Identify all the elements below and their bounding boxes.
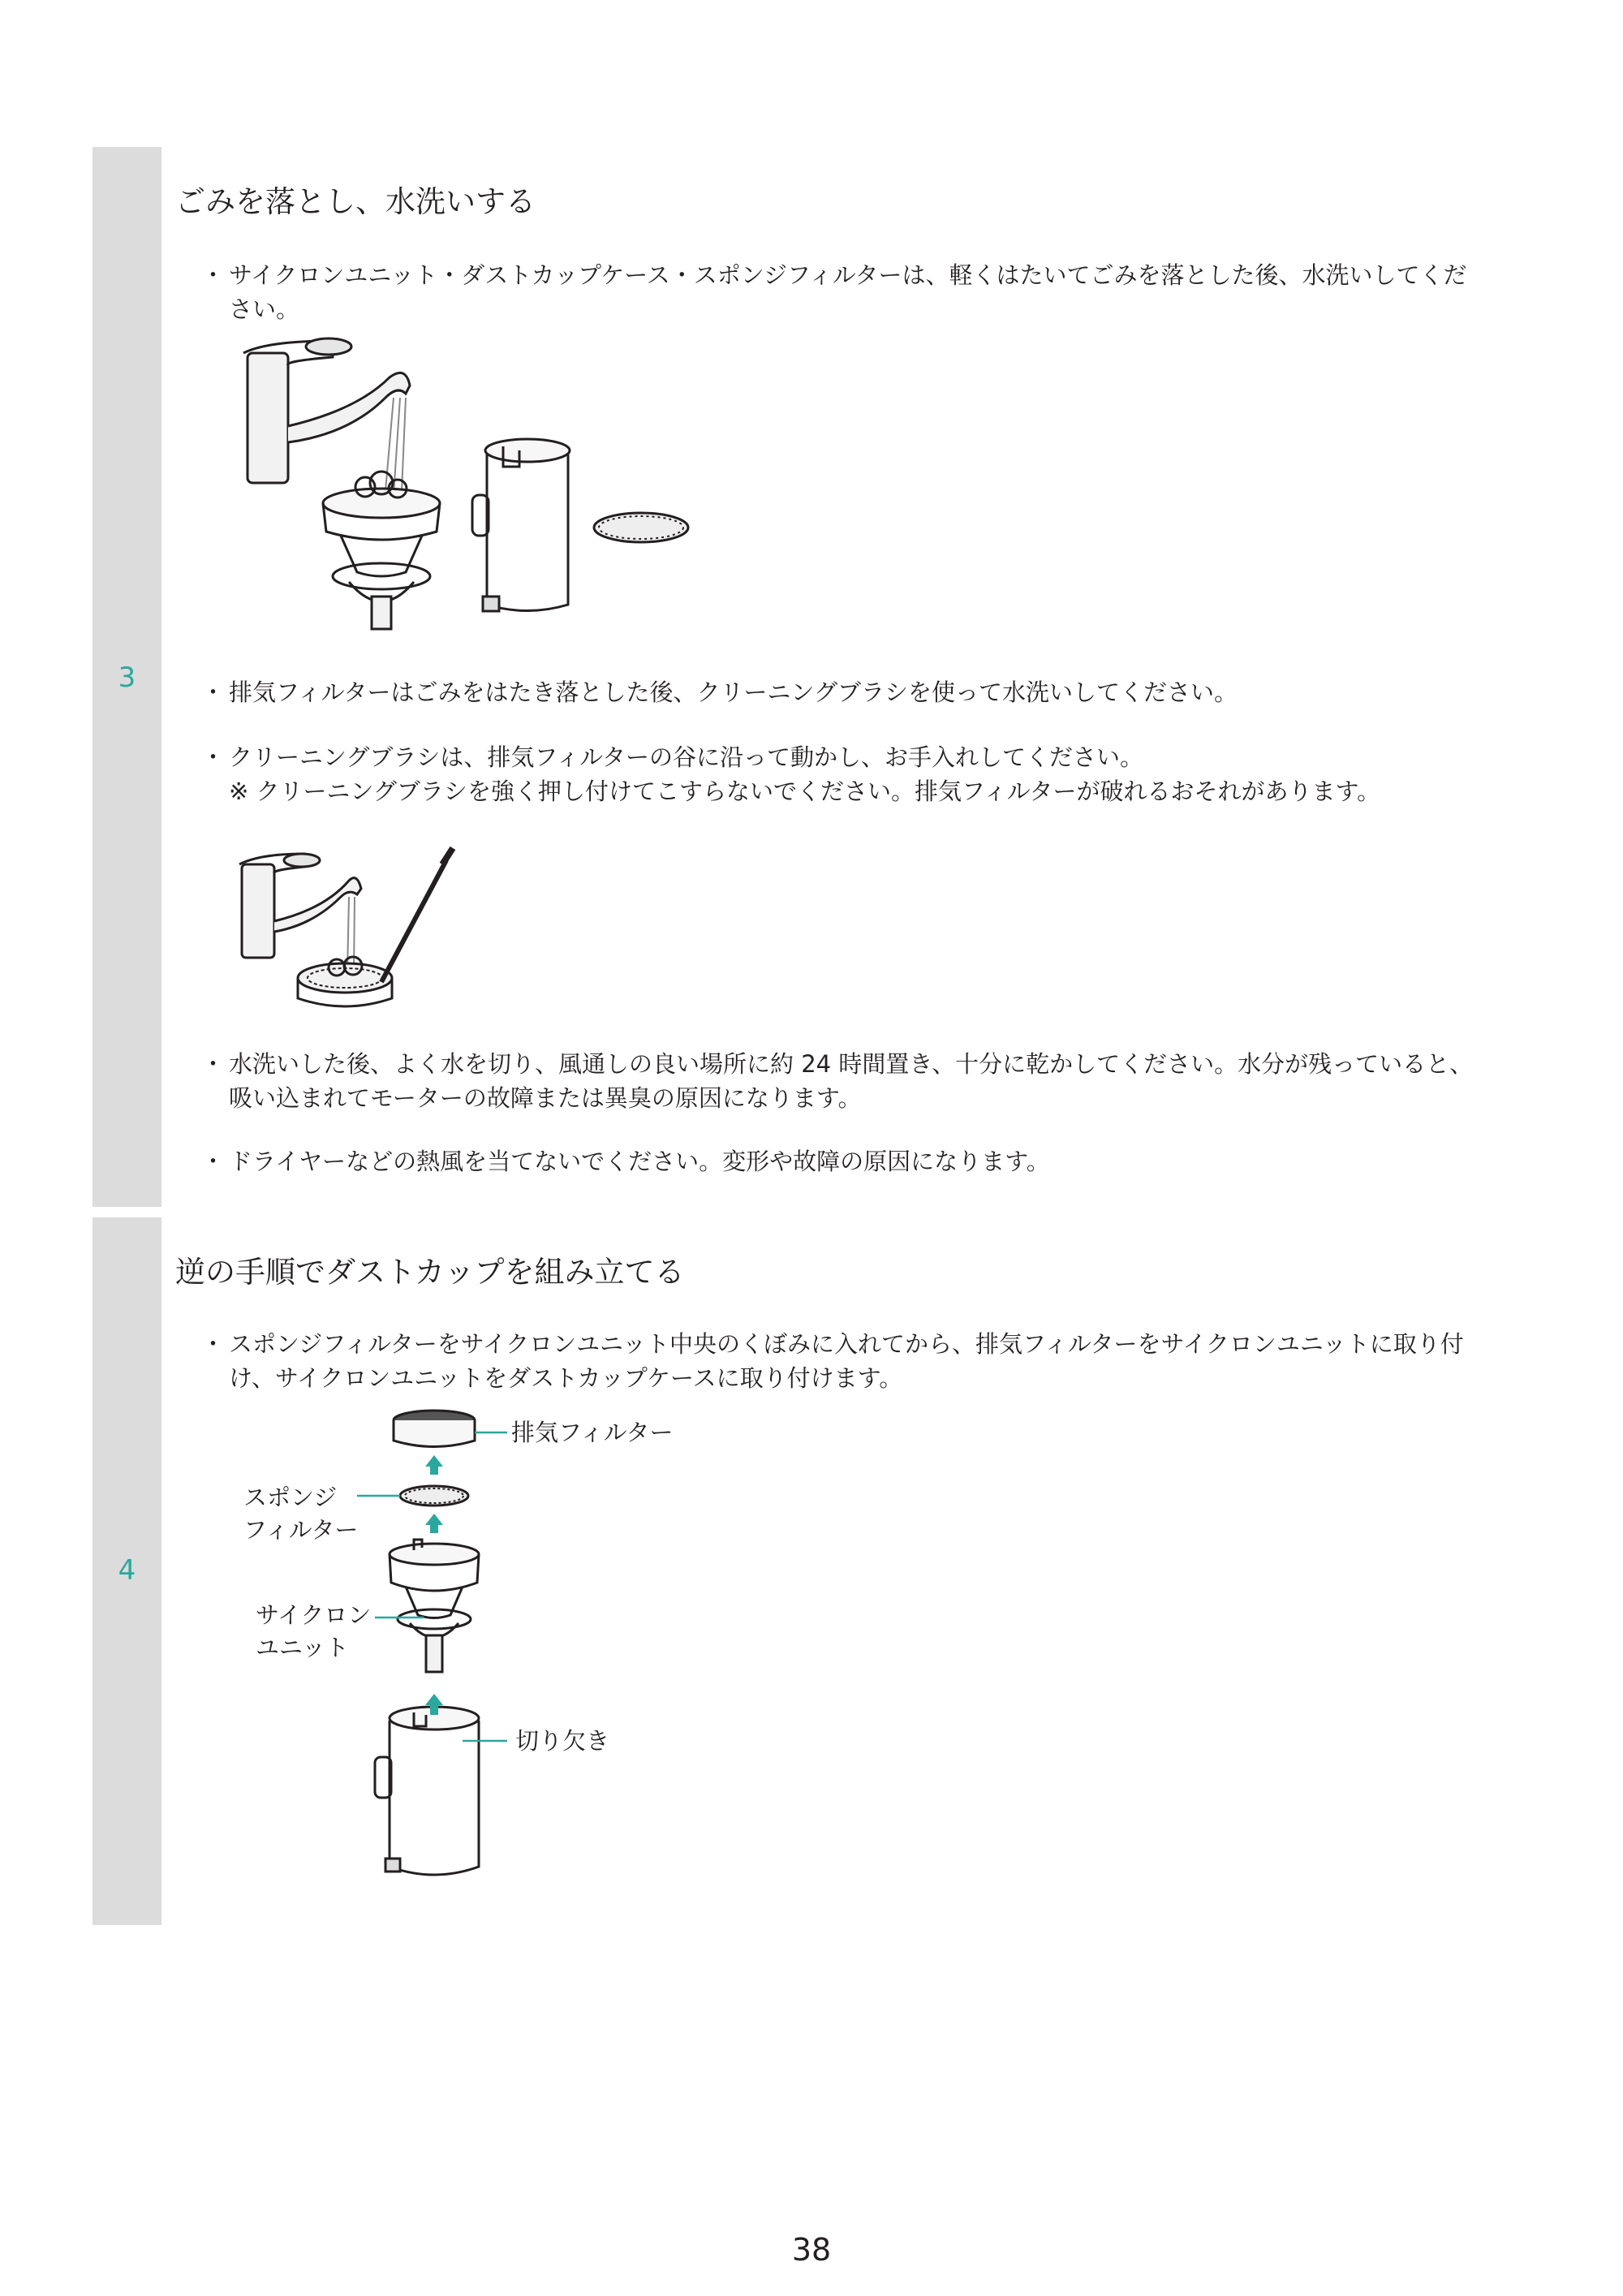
step-4-bullet-1: ・ スポンジフィルターをサイクロンユニット中央のくぼみに入れてから、排気フィルターをサイクロンユニットに取り付け、サイクロンユニットをダストカップケースに取り付けます。 — [201, 1330, 1464, 1392]
step-3-bullet-4: ・ 水洗いした後、よく水を切り、風通しの良い場所に約 24 時間置き、十分に乾かしてください。水分が残っていると、吸い込まれてモーターの故障または異臭の原因になります。 — [201, 1050, 1474, 1112]
assembly-illustration — [357, 1400, 544, 1887]
step-3-caution-note: ※ クリーニングブラシを強く押し付けてこすらないでください。排気フィルターが破れるおそれがあります。 — [229, 778, 1381, 805]
step-3-number: 3 — [118, 661, 136, 694]
page-number: 38 — [791, 2232, 832, 2268]
step-3-bullet-5: ・ ドライヤーなどの熱風を当てないでください。変形や故障の原因になります。 — [201, 1148, 1050, 1175]
step-3-bullet-1: ・ サイクロンユニット・ダストカップケース・スポンジフィルターは、軽くはたいてごみを落とした後、水洗いしてください。 — [201, 261, 1467, 323]
exhaust-filter-label: 排気フィルター — [511, 1419, 674, 1446]
sponge-filter-label: スポンジ フィルター — [243, 1484, 359, 1544]
step-3-heading: ごみを落とし、水洗いする — [175, 184, 536, 219]
notch-label: 切り欠き — [515, 1727, 610, 1755]
brush-cleaning-illustration — [235, 844, 471, 1023]
cyclone-unit-label: サイクロン ユニット — [256, 1601, 372, 1661]
step-3-bullet-3: ・ クリーニングブラシは、排気フィルターの谷に沿って動かし、お手入れしてください。 ※ クリーニングブラシを強く押し付けてこすらないでください。排気フィルターが破れるおそれがあります。 — [201, 740, 1483, 808]
step-4-heading: 逆の手順でダストカップを組み立てる — [175, 1255, 685, 1290]
washing-parts-illustration — [235, 329, 706, 637]
step-4-number: 4 — [118, 1554, 136, 1587]
step-3-bullet-2: ・ 排気フィルターはごみをはたき落とした後、クリーニングブラシを使って水洗いしてください。 — [201, 678, 1238, 706]
